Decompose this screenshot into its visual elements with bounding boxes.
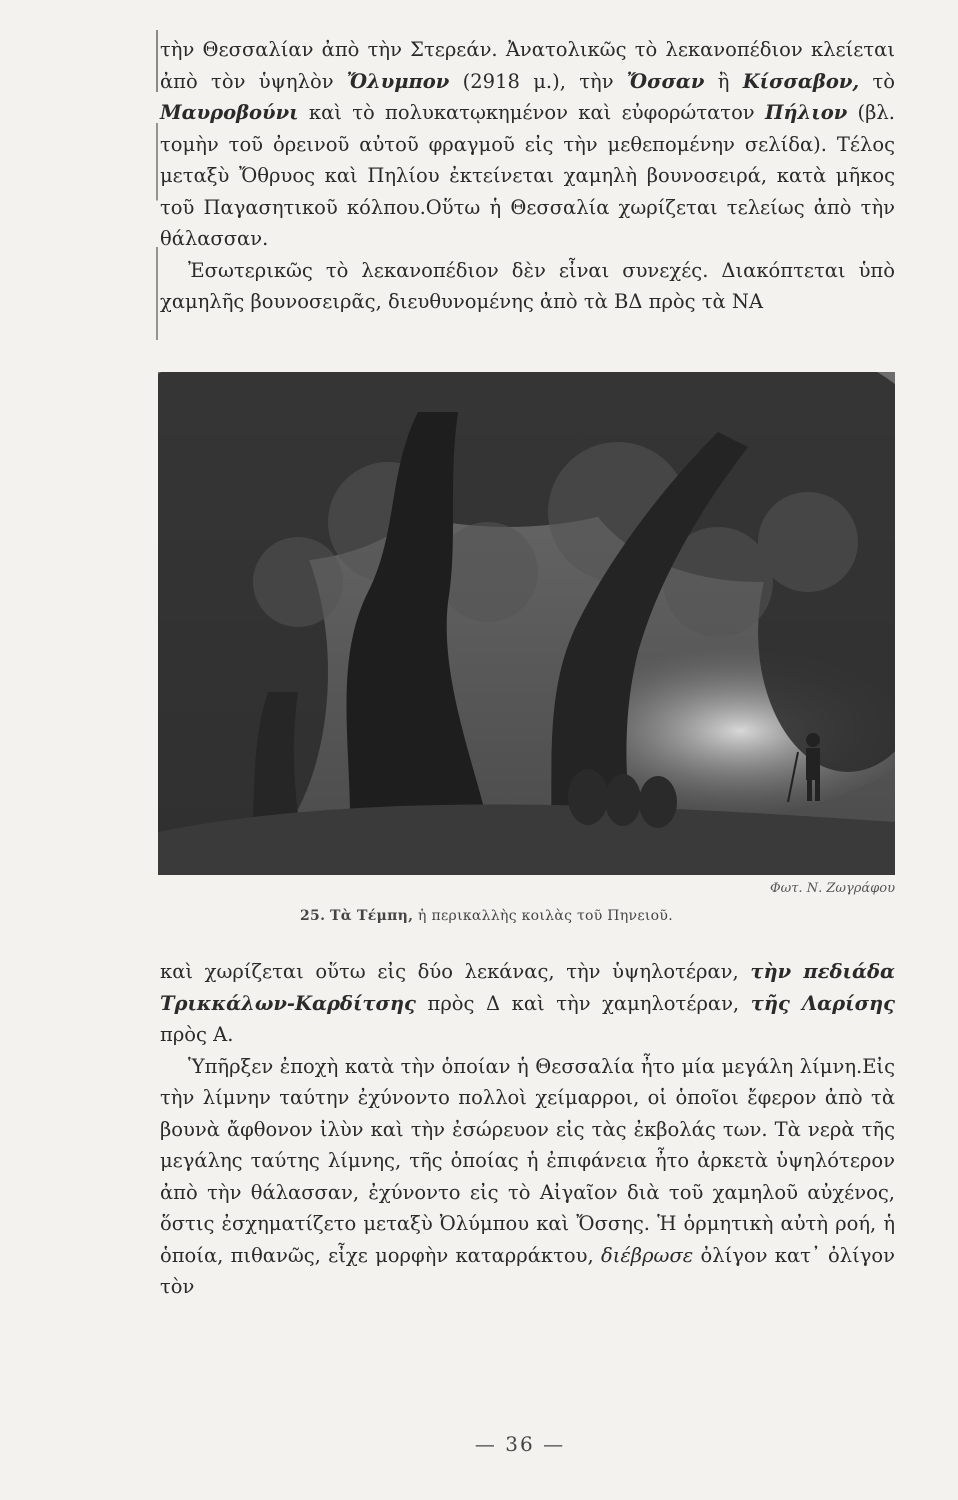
term-larisa: τῆς Λαρίσης	[750, 991, 895, 1015]
text-run: τὸ	[859, 69, 895, 93]
bottom-text-block	[160, 956, 895, 1303]
figure-caption	[300, 908, 860, 924]
page-number: — 36 —	[474, 1432, 566, 1456]
term-trikala-karditsa: τὴν πεδιάδα Τρικκάλων-Καρδίτσης	[160, 960, 895, 1015]
term-ossa: Ὄσσαν	[626, 69, 705, 93]
scan-margin-edge	[156, 30, 158, 340]
figure-subtitle: ἡ περικαλλὴς κοιλὰς τοῦ Πηνειοῦ.	[418, 908, 673, 924]
text-run: καὶ τὸ πολυκατῳκημένον καὶ εὐφορώτατον	[298, 101, 765, 124]
text-run: καὶ χωρίζεται οὕτω εἰς δύο λεκάνας, τὴν ὑψηλοτέραν,	[160, 960, 751, 983]
term-olympos: Ὄλυμπον	[346, 69, 450, 93]
text-run: ὀλίγον κατ᾽ ὀλίγον τὸν	[160, 1243, 895, 1298]
top-text-block	[160, 34, 895, 318]
text-run: πρὸς Δ καὶ τὴν χαμηλοτέραν,	[415, 991, 751, 1015]
paragraph-lake	[160, 1051, 895, 1303]
term-eroded: διέβρωσε	[600, 1243, 694, 1267]
paragraph-basins	[160, 956, 895, 1051]
figure-photo-tempi	[158, 372, 895, 875]
term-kissavos: Κίσσαβον,	[742, 69, 860, 93]
text-run: (2918 μ.), τὴν	[449, 69, 627, 93]
text-run: ἢ	[704, 69, 743, 93]
text-run: Ὑπῆρξεν ἐποχὴ κατὰ τὴν ὁποίαν ἡ Θεσσαλία ἦτο μία μεγάλη λίμνη.Εἰς τὴν λίμνην ταύτην ἐχύνοντο πολλοὶ χείμαρροι, οἱ ὁποῖοι ἔφερον ἀπὸ τὰ βουνὰ ἄφθονον ἰλὺν καὶ τὴν ἐσώρευον εἰς τὰς ἐκβολάς των. Τὰ νερὰ τῆς μεγάλης ταύτης λίμνης, τῆς ὁποίας ἡ ἐπιφάνεια ἦτο ἀρκετὰ ὑψηλότερον ἀπὸ τὴν θάλασσαν, ἐχύνοντο εἰς τὸ Αἰγαῖον διὰ τοῦ χαμηλοῦ αὐχένος, ὅστις ἐσχηματίζετο μεταξὺ Ὀλύμπου καὶ Ὄσσης. Ἡ ὁρμητικὴ αὐτὴ ροή, ἡ ὁποία, πιθανῶς, εἶχε μορφὴν καταρράκτου,	[160, 1054, 895, 1267]
text-run: (βλ. τομὴν τοῦ ὀρεινοῦ αὐτοῦ φραγμοῦ εἰς τὴν μεθεπομένην σελίδα). Τέλος μεταξὺ Ὄθρυος καὶ Πηλίου ἐκτείνεται χαμηλὴ βουνοσειρά, κατὰ μῆκος τοῦ Παγασητικοῦ κόλπου.Οὕτω ἡ Θεσσαλία χωρίζεται τελείως ἀπὸ τὴν θάλασσαν.	[160, 101, 895, 250]
paragraph-borders	[160, 34, 895, 255]
text-run: τὴν Θεσσαλίαν ἀπὸ τὴν Στερεάν. Ἀνατολικῶς τὸ λεκανοπέδιον κλείεται ἀπὸ τὸν ὑψηλὸν	[160, 38, 895, 93]
figure-number: 25.	[300, 908, 326, 924]
text-run: πρὸς Α.	[160, 1023, 234, 1046]
term-mavrovouni: Μαυροβούνι	[160, 101, 299, 124]
photo-illustration	[158, 372, 895, 875]
term-pilion: Πήλιον	[764, 101, 848, 124]
photo-credit: Φωτ. Ν. Ζωγράφου	[769, 881, 895, 896]
paragraph-interior: Ἐσωτερικῶς τὸ λεκανοπέδιον δὲν εἶναι συνεχές. Διακόπτεται ὑπὸ χαμηλῆς βουνοσειρᾶς, διευθυνομένης ἀπὸ τὰ ΒΔ πρὸς τὰ ΝΑ	[160, 258, 895, 313]
figure-title: Τὰ Τέμπη,	[330, 908, 414, 924]
